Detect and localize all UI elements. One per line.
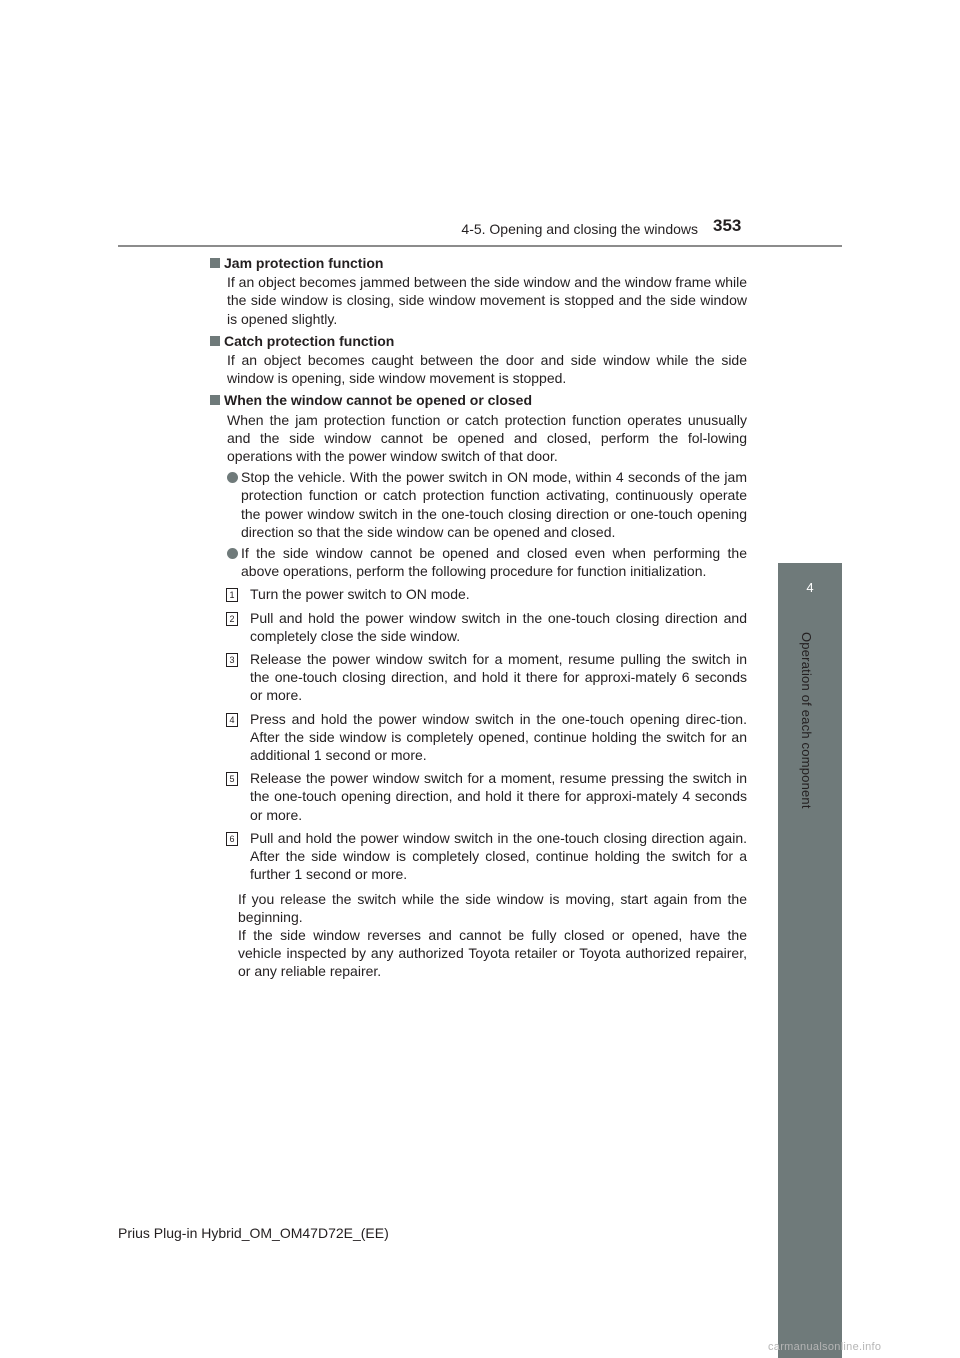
page-number: 353: [713, 216, 742, 235]
circle-bullet-icon: [227, 548, 238, 559]
section-body: If an object becomes jammed between the side window and the window frame while the side window is closing, side window movement is stopped and the side window is opened slightly.: [227, 274, 747, 327]
manual-footer: Prius Plug-in Hybrid_OM_OM47D72E_(EE): [118, 1225, 389, 1241]
bullet-item: [227, 544, 747, 580]
circle-bullet-icon: [227, 472, 238, 483]
step-text: Release the power window switch for a moment, resume pressing the switch in the one-touch opening direction, and hold it there for approxi-mately 4 seconds or more.: [250, 770, 747, 823]
closing-note: [238, 890, 747, 981]
section-catch-protection: [210, 332, 747, 388]
header-section-title: 4-5. Opening and closing the windows: [461, 221, 698, 237]
bullet-text: If the side window cannot be opened and closed even when performing the above operations, perform the following procedure for function initialization.: [241, 545, 747, 580]
step-text: Press and hold the power window switch in the one-touch opening direc-tion. After the side window is completely opened, continue holding the switch for an additional 1 second or more.: [250, 710, 747, 764]
square-bullet-icon: [210, 395, 220, 405]
section-jam-protection: [210, 254, 747, 328]
step-number-box: 5: [226, 772, 238, 786]
step-text: Release the power window switch for a moment, resume pulling the switch in the one-touch closing direction, and hold it there for approxi-mately 6 seconds or more.: [250, 651, 747, 704]
chapter-number: 4: [806, 580, 814, 595]
section-title: [210, 391, 747, 409]
bullet-text: Stop the vehicle. With the power switch in ON mode, within 4 seconds of the jam protection function or catch protection function activating, continuously operate the power window switch in the one-touch closing direction or one-touch opening direction so that the side window can be opened and closed.: [241, 469, 747, 540]
step-number-box: 3: [226, 653, 238, 667]
section-body: When the jam protection function or catch protection function operates unusually and the side window cannot be opened and closed, perform the fol-lowing operations with the power window switch of that door.: [227, 411, 747, 465]
section-title: [210, 254, 747, 272]
chapter-tab: [778, 563, 842, 622]
header-divider: [118, 245, 842, 247]
chapter-label: Operation of each component: [799, 632, 814, 809]
section-title-text: Jam protection function: [224, 255, 384, 271]
step-number-box: 2: [226, 612, 238, 626]
step-item: [226, 585, 747, 603]
square-bullet-icon: [210, 336, 220, 346]
step-text: Turn the power switch to ON mode.: [250, 586, 470, 603]
bullet-item: [227, 468, 747, 541]
square-bullet-icon: [210, 258, 220, 268]
step-number-box: 4: [226, 713, 238, 727]
section-title: [210, 332, 747, 350]
watermark: carmanualsonline.info: [768, 1341, 882, 1353]
step-item: [226, 829, 747, 884]
step-item: [226, 609, 747, 645]
section-window-cannot-open-close: [210, 391, 747, 980]
closing-note-line: If you release the switch while the side window is moving, start again from the beginning.: [238, 890, 747, 925]
section-title-text: When the window cannot be opened or closed: [224, 392, 533, 409]
step-number-box: 6: [226, 832, 238, 846]
closing-note-line: If the side window reverses and cannot be fully closed or opened, have the vehicle inspected by any authorized Toyota retailer or Toyota authorized repairer, or any reliable repairer.: [238, 926, 747, 980]
step-text: Pull and hold the power window switch in the one-touch closing direction and completely close the side window.: [250, 609, 747, 644]
step-item: [226, 769, 747, 824]
step-number-box: 1: [226, 588, 238, 602]
step-item: [226, 650, 747, 705]
page-content: [210, 254, 747, 985]
step-text: Pull and hold the power window switch in the one-touch closing direction again. After the side window is completely closed, continue holding the switch for a further 1 second or more.: [250, 829, 747, 883]
section-body: If an object becomes caught between the door and side window while the side window is opening, side window movement is stopped.: [227, 352, 747, 387]
section-title-text: Catch protection function: [224, 332, 395, 349]
step-item: [226, 710, 747, 765]
